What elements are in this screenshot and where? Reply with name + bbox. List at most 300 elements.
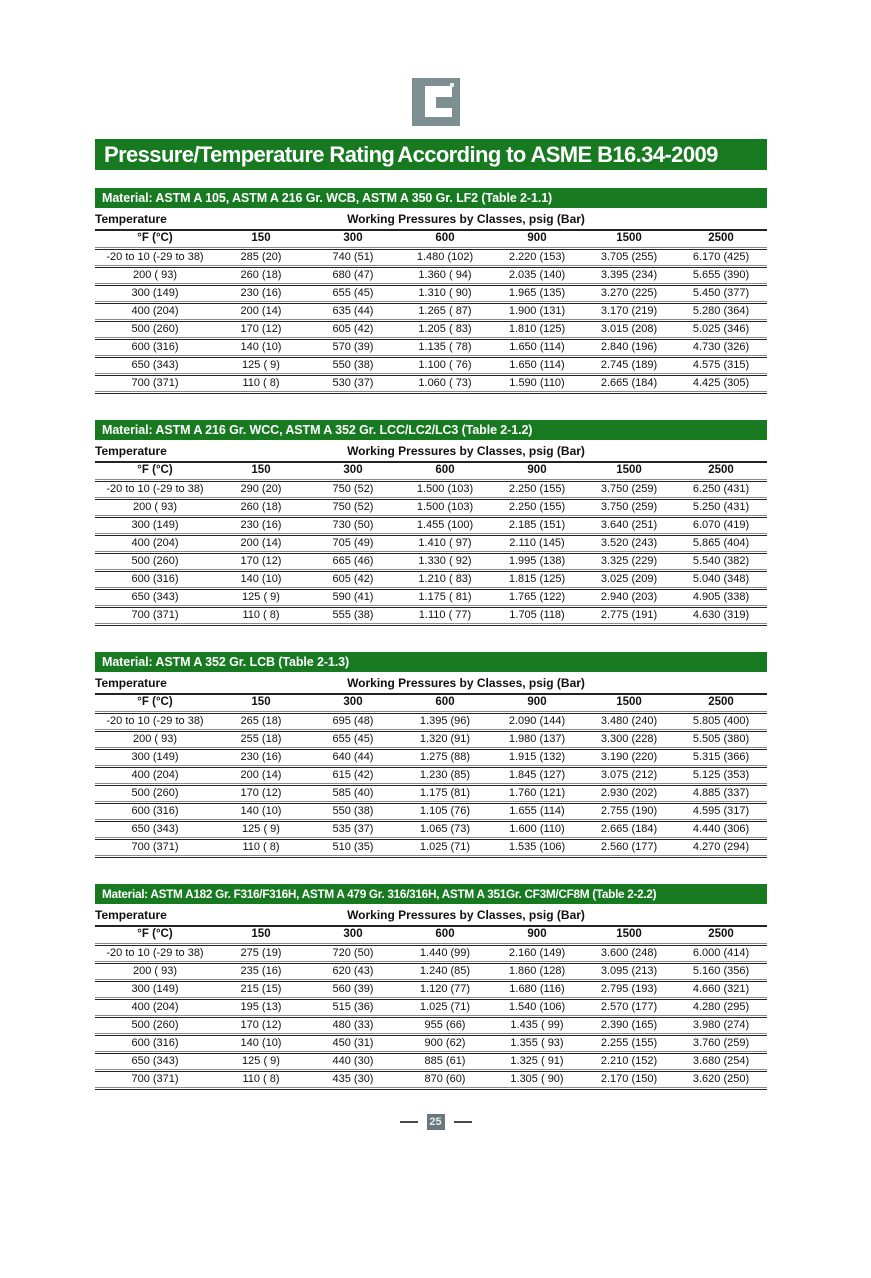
table-subheader xyxy=(95,904,767,925)
column-header-cell: °F (°C) xyxy=(137,464,173,477)
pressure-cell: 6.250 (431) xyxy=(692,483,750,495)
logo-notch xyxy=(436,97,452,108)
pressure-cell: 1.230 (85) xyxy=(419,769,471,781)
pressure-cell: 140 (10) xyxy=(240,341,282,353)
column-header-cell: 1500 xyxy=(616,696,642,709)
page-title-part2: According to ASME B16.34-2009 xyxy=(397,141,718,167)
pressure-cell: 740 (51) xyxy=(332,251,374,263)
pressure-cell: 2.035 (140) xyxy=(508,269,566,281)
temperature-cell: 650 (343) xyxy=(131,1055,179,1067)
pressure-cell: 1.240 (85) xyxy=(419,965,471,977)
column-header-cell: 900 xyxy=(527,464,547,477)
table-row xyxy=(95,340,767,355)
pressure-cell: 1.025 (71) xyxy=(419,1001,471,1013)
pressure-cell: 750 (52) xyxy=(332,501,374,513)
pressure-cell: 1.650 (114) xyxy=(509,359,565,371)
document-page xyxy=(0,78,871,1278)
pressure-cell: 1.410 ( 97) xyxy=(418,537,472,549)
material-header-label: Material: ASTM A 352 Gr. LCB (Table 2-1.3) xyxy=(102,655,350,669)
pressure-cell: 290 (20) xyxy=(240,483,282,495)
pressure-cell: 200 (14) xyxy=(240,769,282,781)
table-subheader xyxy=(95,440,767,461)
pressure-cell: 3.520 (243) xyxy=(600,537,658,549)
pressure-cell: 230 (16) xyxy=(240,287,282,299)
table-row xyxy=(95,322,767,337)
temperature-cell: 700 (371) xyxy=(131,841,179,853)
pressure-cell: 1.995 (138) xyxy=(508,555,566,567)
table-row xyxy=(95,714,767,729)
pressure-cell: 125 ( 9) xyxy=(242,1055,280,1067)
pressure-cell: 285 (20) xyxy=(240,251,282,263)
pressure-cell: 170 (12) xyxy=(240,555,282,567)
pressure-cell: 680 (47) xyxy=(332,269,374,281)
pressure-cell: 3.395 (234) xyxy=(600,269,658,281)
pressure-cell: 550 (38) xyxy=(332,359,374,371)
pressure-cell: 2.560 (177) xyxy=(600,841,658,853)
pressure-cell: 2.210 (152) xyxy=(600,1055,658,1067)
pressure-table xyxy=(95,695,767,858)
page-title-part1: Pressure/Temperature Rating xyxy=(104,141,395,167)
pressure-cell: 4.630 (319) xyxy=(692,609,750,621)
column-header-cell: 1500 xyxy=(616,232,642,245)
working-pressures-label: Working Pressures by Classes, psig (Bar) xyxy=(347,907,585,922)
pressure-cell: 1.440 (99) xyxy=(419,947,471,959)
temperature-cell: 700 (371) xyxy=(131,609,179,621)
pressure-cell: 2.795 (193) xyxy=(600,983,658,995)
temperature-cell: 400 (204) xyxy=(131,305,179,317)
column-header-cell: 600 xyxy=(435,928,455,941)
pressure-cell: 110 ( 8) xyxy=(242,609,280,621)
column-header-cell: 150 xyxy=(251,232,271,245)
temperature-label: Temperature xyxy=(95,211,167,226)
pressure-cell: 1.110 ( 77) xyxy=(418,609,472,621)
pressure-cell: 570 (39) xyxy=(332,341,374,353)
pressure-cell: 1.860 (128) xyxy=(508,965,566,977)
pressure-cell: 665 (46) xyxy=(332,555,374,567)
temperature-cell: 300 (149) xyxy=(131,519,179,531)
pressure-cell: 2.090 (144) xyxy=(508,715,566,727)
pressure-cell: 2.755 (190) xyxy=(600,805,658,817)
table-row xyxy=(95,250,767,265)
pressure-cell: 6.000 (414) xyxy=(692,947,750,959)
material-header-label: Material: ASTM A 105, ASTM A 216 Gr. WCB, ASTM A 350 Gr. LF2 (Table 2-1.1) xyxy=(102,191,553,205)
pressure-cell: 3.075 (212) xyxy=(600,769,658,781)
pressure-cell: 5.805 (400) xyxy=(692,715,750,727)
pressure-cell: 1.205 ( 83) xyxy=(418,323,472,335)
working-pressures-label: Working Pressures by Classes, psig (Bar) xyxy=(347,211,585,226)
table-row xyxy=(95,732,767,747)
pressure-cell: 2.170 (150) xyxy=(600,1073,658,1085)
table-row xyxy=(95,750,767,765)
temperature-cell: 600 (316) xyxy=(131,573,179,585)
pressure-cell: 3.170 (219) xyxy=(600,305,658,317)
pressure-cell: 750 (52) xyxy=(332,483,374,495)
pressure-cell: 655 (45) xyxy=(332,733,374,745)
pressure-cell: 230 (16) xyxy=(240,751,282,763)
table-row xyxy=(95,482,767,497)
pressure-cell: 3.015 (208) xyxy=(600,323,658,335)
table-row xyxy=(95,590,767,605)
pressure-cell: 3.640 (251) xyxy=(600,519,658,531)
pressure-cell: 1.360 ( 94) xyxy=(418,269,472,281)
pressure-cell: 5.040 (348) xyxy=(692,573,750,585)
pressure-cell: 1.600 (110) xyxy=(509,823,565,835)
pressure-cell: 110 ( 8) xyxy=(242,377,280,389)
pressure-cell: 1.680 (116) xyxy=(509,983,565,995)
column-header-cell: 1500 xyxy=(616,928,642,941)
pressure-cell: 4.280 (295) xyxy=(692,1001,750,1013)
pressure-cell: 1.175 (81) xyxy=(419,787,471,799)
pressure-cell: 3.480 (240) xyxy=(600,715,658,727)
pressure-cell: 5.865 (404) xyxy=(692,537,750,549)
pressure-cell: 125 ( 9) xyxy=(242,591,280,603)
pressure-cell: 1.065 (73) xyxy=(419,823,471,835)
pressure-cell: 885 (61) xyxy=(424,1055,466,1067)
pressure-cell: 1.275 (88) xyxy=(419,751,471,763)
pressure-cell: 1.455 (100) xyxy=(416,519,474,531)
table-row xyxy=(95,804,767,819)
pressure-cell: 2.665 (184) xyxy=(600,823,658,835)
pressure-cell: 1.965 (135) xyxy=(508,287,566,299)
column-header-cell: 2500 xyxy=(708,464,734,477)
pressure-cell: 1.395 (96) xyxy=(419,715,471,727)
material-header xyxy=(95,652,767,672)
pressure-cell: 1.325 ( 91) xyxy=(510,1055,564,1067)
pressure-cell: 1.120 (77) xyxy=(419,983,471,995)
pressure-cell: 1.105 (76) xyxy=(419,805,471,817)
table-subheader xyxy=(95,208,767,229)
pressure-cell: 125 ( 9) xyxy=(242,823,280,835)
material-header xyxy=(95,420,767,440)
pressure-cell: 480 (33) xyxy=(332,1019,374,1031)
table-subheader xyxy=(95,672,767,693)
temperature-cell: 400 (204) xyxy=(131,1001,179,1013)
temperature-cell: 600 (316) xyxy=(131,805,179,817)
pressure-cell: 5.280 (364) xyxy=(692,305,750,317)
pressure-cell: 1.705 (118) xyxy=(509,609,565,621)
table-row xyxy=(95,964,767,979)
pressure-cell: 635 (44) xyxy=(332,305,374,317)
pressure-cell: 1.500 (103) xyxy=(416,483,474,495)
table-row xyxy=(95,304,767,319)
pressure-cell: 705 (49) xyxy=(332,537,374,549)
pressure-cell: 275 (19) xyxy=(240,947,282,959)
column-header-cell: 300 xyxy=(343,232,363,245)
temperature-cell: 600 (316) xyxy=(131,1037,179,1049)
column-header-cell: 900 xyxy=(527,232,547,245)
table-row xyxy=(95,572,767,587)
pressure-cell: 3.680 (254) xyxy=(692,1055,750,1067)
pressure-table xyxy=(95,231,767,394)
footer-dash-left xyxy=(400,1121,418,1123)
pressure-cell: 2.220 (153) xyxy=(508,251,566,263)
pressure-cell: 260 (18) xyxy=(240,501,282,513)
pressure-table xyxy=(95,927,767,1090)
pressure-cell: 640 (44) xyxy=(332,751,374,763)
material-table-1 xyxy=(95,188,767,394)
pressure-cell: 110 ( 8) xyxy=(242,1073,280,1085)
logo-registered-mark xyxy=(450,83,454,87)
pressure-cell: 730 (50) xyxy=(332,519,374,531)
pressure-cell: 655 (45) xyxy=(332,287,374,299)
pressure-cell: 2.570 (177) xyxy=(600,1001,658,1013)
row-divider xyxy=(95,623,767,626)
table-row xyxy=(95,1054,767,1069)
column-header-cell: 900 xyxy=(527,928,547,941)
pressure-cell: 255 (18) xyxy=(240,733,282,745)
pressure-cell: 1.980 (137) xyxy=(508,733,566,745)
pressure-cell: 3.750 (259) xyxy=(600,483,658,495)
pressure-cell: 3.750 (259) xyxy=(600,501,658,513)
temperature-cell: 700 (371) xyxy=(131,377,179,389)
pressure-cell: 530 (37) xyxy=(332,377,374,389)
pressure-cell: 2.250 (155) xyxy=(508,483,566,495)
column-header-cell: 150 xyxy=(251,696,271,709)
pressure-cell: 1.135 ( 78) xyxy=(418,341,472,353)
temperature-cell: -20 to 10 (-29 to 38) xyxy=(106,251,204,263)
temperature-cell: 300 (149) xyxy=(131,287,179,299)
pressure-cell: 900 (62) xyxy=(424,1037,466,1049)
column-header-row xyxy=(95,463,767,479)
pressure-cell: 4.885 (337) xyxy=(692,787,750,799)
pressure-cell: 4.660 (321) xyxy=(692,983,750,995)
pressure-cell: 4.575 (315) xyxy=(692,359,750,371)
pressure-cell: 1.175 ( 81) xyxy=(418,591,472,603)
column-header-cell: 150 xyxy=(251,928,271,941)
pressure-cell: 1.100 ( 76) xyxy=(418,359,472,371)
table-row xyxy=(95,1036,767,1051)
column-header-cell: 2500 xyxy=(708,696,734,709)
pressure-cell: 560 (39) xyxy=(332,983,374,995)
temperature-cell: 400 (204) xyxy=(131,769,179,781)
temperature-label: Temperature xyxy=(95,675,167,690)
pressure-cell: 1.845 (127) xyxy=(508,769,566,781)
pressure-cell: 2.185 (151) xyxy=(508,519,566,531)
column-header-cell: 300 xyxy=(343,696,363,709)
pressure-cell: 1.650 (114) xyxy=(509,341,565,353)
pressure-cell: 1.810 (125) xyxy=(508,323,566,335)
pressure-cell: 435 (30) xyxy=(332,1073,374,1085)
working-pressures-label: Working Pressures by Classes, psig (Bar) xyxy=(347,675,585,690)
footer-dash-right xyxy=(454,1121,472,1123)
pressure-cell: 605 (42) xyxy=(332,573,374,585)
temperature-cell: -20 to 10 (-29 to 38) xyxy=(106,947,204,959)
pressure-cell: 4.425 (305) xyxy=(692,377,750,389)
pressure-cell: 3.705 (255) xyxy=(600,251,658,263)
temperature-cell: 300 (149) xyxy=(131,751,179,763)
pressure-cell: 5.315 (366) xyxy=(692,751,750,763)
pressure-cell: 535 (37) xyxy=(332,823,374,835)
column-header-row xyxy=(95,695,767,711)
pressure-cell: 1.590 (110) xyxy=(509,377,565,389)
column-header-cell: 2500 xyxy=(708,928,734,941)
pressure-cell: 6.170 (425) xyxy=(692,251,750,263)
pressure-cell: 3.760 (259) xyxy=(692,1037,750,1049)
table-row xyxy=(95,946,767,961)
column-header-cell: 900 xyxy=(527,696,547,709)
tables-content xyxy=(95,188,767,1090)
pressure-cell: 4.440 (306) xyxy=(692,823,750,835)
pressure-cell: 140 (10) xyxy=(240,573,282,585)
pressure-cell: 2.390 (165) xyxy=(600,1019,658,1031)
pressure-cell: 515 (36) xyxy=(332,1001,374,1013)
pressure-cell: 5.160 (356) xyxy=(692,965,750,977)
pressure-cell: 555 (38) xyxy=(332,609,374,621)
pressure-cell: 170 (12) xyxy=(240,1019,282,1031)
pressure-cell: 1.435 ( 99) xyxy=(510,1019,564,1031)
pressure-cell: 620 (43) xyxy=(332,965,374,977)
pressure-cell: 1.765 (122) xyxy=(508,591,566,603)
pressure-cell: 5.450 (377) xyxy=(692,287,750,299)
column-header-cell: 1500 xyxy=(616,464,642,477)
pressure-cell: 3.600 (248) xyxy=(600,947,658,959)
table-row xyxy=(95,768,767,783)
row-divider xyxy=(95,391,767,394)
pressure-cell: 230 (16) xyxy=(240,519,282,531)
page-footer xyxy=(0,1114,871,1130)
table-row xyxy=(95,840,767,855)
pressure-cell: 1.330 ( 92) xyxy=(418,555,472,567)
table-row xyxy=(95,268,767,283)
pressure-cell: 4.730 (326) xyxy=(692,341,750,353)
material-table-4 xyxy=(95,884,767,1090)
temperature-cell: 200 ( 93) xyxy=(132,501,178,513)
column-header-cell: 150 xyxy=(251,464,271,477)
temperature-cell: 200 ( 93) xyxy=(132,733,178,745)
pressure-cell: 5.025 (346) xyxy=(692,323,750,335)
column-header-cell: °F (°C) xyxy=(137,232,173,245)
pressure-cell: 1.305 ( 90) xyxy=(510,1073,564,1085)
pressure-cell: 510 (35) xyxy=(332,841,374,853)
pressure-cell: 2.745 (189) xyxy=(600,359,658,371)
table-row xyxy=(95,1000,767,1015)
pressure-cell: 195 (13) xyxy=(240,1001,282,1013)
pressure-cell: 6.070 (419) xyxy=(692,519,750,531)
pressure-cell: 3.980 (274) xyxy=(692,1019,750,1031)
pressure-cell: 1.535 (106) xyxy=(508,841,566,853)
pressure-cell: 110 ( 8) xyxy=(242,841,280,853)
pressure-cell: 2.940 (203) xyxy=(600,591,658,603)
pressure-cell: 4.270 (294) xyxy=(692,841,750,853)
table-row xyxy=(95,500,767,515)
pressure-cell: 2.665 (184) xyxy=(600,377,658,389)
temperature-cell: 650 (343) xyxy=(131,591,179,603)
temperature-cell: 500 (260) xyxy=(131,787,179,799)
pressure-cell: 615 (42) xyxy=(332,769,374,781)
pressure-cell: 140 (10) xyxy=(240,1037,282,1049)
pressure-cell: 3.095 (213) xyxy=(600,965,658,977)
column-header-cell: 2500 xyxy=(708,232,734,245)
table-row xyxy=(95,286,767,301)
column-header-cell: °F (°C) xyxy=(137,696,173,709)
temperature-cell: 500 (260) xyxy=(131,323,179,335)
pressure-cell: 550 (38) xyxy=(332,805,374,817)
material-header-label: Material: ASTM A182 Gr. F316/F316H, ASTM A 479 Gr. 316/316H, ASTM A 351Gr. CF3M/CF8M (Table 2-2.2) xyxy=(102,887,657,901)
pressure-cell: 5.125 (353) xyxy=(692,769,750,781)
row-divider xyxy=(95,855,767,858)
pressure-cell: 4.905 (338) xyxy=(692,591,750,603)
table-row xyxy=(95,786,767,801)
pressure-cell: 1.355 ( 93) xyxy=(510,1037,564,1049)
pressure-cell: 1.480 (102) xyxy=(416,251,474,263)
pressure-cell: 3.190 (220) xyxy=(600,751,658,763)
material-header xyxy=(95,884,767,904)
pressure-cell: 440 (30) xyxy=(332,1055,374,1067)
pressure-cell: 3.325 (229) xyxy=(600,555,658,567)
pressure-cell: 2.775 (191) xyxy=(600,609,658,621)
pressure-cell: 235 (16) xyxy=(240,965,282,977)
column-header-cell: 600 xyxy=(435,696,455,709)
temperature-cell: 650 (343) xyxy=(131,359,179,371)
table-row xyxy=(95,822,767,837)
pressure-cell: 695 (48) xyxy=(332,715,374,727)
column-header-row xyxy=(95,927,767,943)
pressure-cell: 3.300 (228) xyxy=(600,733,658,745)
pressure-cell: 955 (66) xyxy=(424,1019,466,1031)
pressure-cell: 2.110 (145) xyxy=(509,537,565,549)
table-row xyxy=(95,376,767,391)
pressure-cell: 1.025 (71) xyxy=(419,841,471,853)
pressure-cell: 585 (40) xyxy=(332,787,374,799)
pressure-cell: 5.655 (390) xyxy=(692,269,750,281)
pressure-cell: 1.310 ( 90) xyxy=(418,287,472,299)
column-header-row xyxy=(95,231,767,247)
pressure-table xyxy=(95,463,767,626)
material-table-2 xyxy=(95,420,767,626)
pressure-cell: 200 (14) xyxy=(240,537,282,549)
temperature-label: Temperature xyxy=(95,907,167,922)
table-row xyxy=(95,554,767,569)
pressure-cell: 2.255 (155) xyxy=(600,1037,658,1049)
pressure-cell: 1.915 (132) xyxy=(508,751,566,763)
pressure-cell: 1.900 (131) xyxy=(508,305,566,317)
table-row xyxy=(95,1018,767,1033)
table-row xyxy=(95,536,767,551)
column-header-cell: 600 xyxy=(435,232,455,245)
pressure-cell: 590 (41) xyxy=(332,591,374,603)
table-row xyxy=(95,518,767,533)
page-number: 25 xyxy=(427,1114,445,1130)
pressure-cell: 170 (12) xyxy=(240,323,282,335)
pressure-cell: 125 ( 9) xyxy=(242,359,280,371)
pressure-cell: 1.655 (114) xyxy=(509,805,565,817)
pressure-cell: 140 (10) xyxy=(240,805,282,817)
table-row xyxy=(95,608,767,623)
temperature-cell: 300 (149) xyxy=(131,983,179,995)
column-header-cell: 300 xyxy=(343,464,363,477)
pressure-cell: 5.540 (382) xyxy=(692,555,750,567)
company-logo-icon xyxy=(412,78,460,126)
column-header-cell: °F (°C) xyxy=(137,928,173,941)
temperature-cell: -20 to 10 (-29 to 38) xyxy=(106,715,204,727)
temperature-cell: 200 ( 93) xyxy=(132,269,178,281)
pressure-cell: 720 (50) xyxy=(332,947,374,959)
page-title-banner xyxy=(95,139,767,170)
pressure-cell: 1.265 ( 87) xyxy=(418,305,472,317)
table-row xyxy=(95,982,767,997)
temperature-cell: 200 ( 93) xyxy=(132,965,178,977)
pressure-cell: 3.025 (209) xyxy=(600,573,658,585)
pressure-cell: 605 (42) xyxy=(332,323,374,335)
working-pressures-label: Working Pressures by Classes, psig (Bar) xyxy=(347,443,585,458)
pressure-cell: 1.210 ( 83) xyxy=(418,573,472,585)
pressure-cell: 2.840 (196) xyxy=(600,341,658,353)
temperature-cell: 500 (260) xyxy=(131,555,179,567)
pressure-cell: 5.505 (380) xyxy=(692,733,750,745)
temperature-cell: -20 to 10 (-29 to 38) xyxy=(106,483,204,495)
pressure-cell: 5.250 (431) xyxy=(692,501,750,513)
temperature-cell: 500 (260) xyxy=(131,1019,179,1031)
